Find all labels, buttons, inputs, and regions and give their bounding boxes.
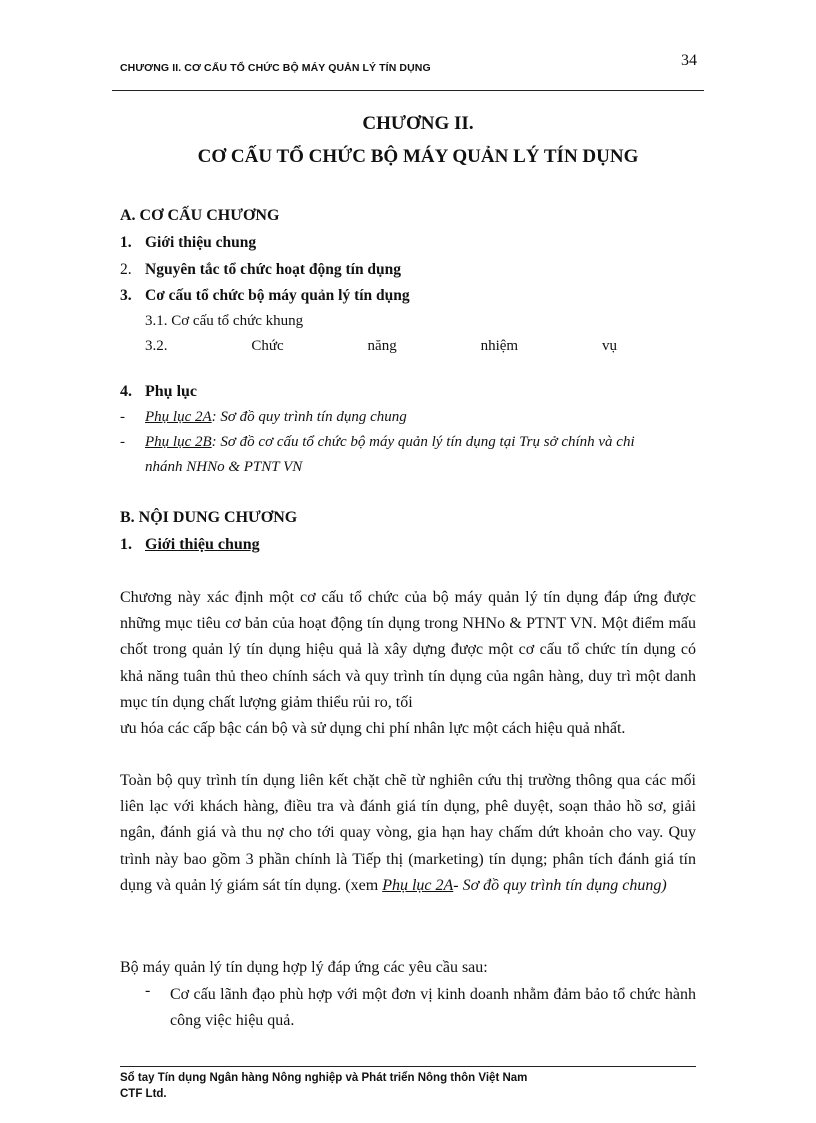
bullet-item-1: Cơ cấu lãnh đạo phù hợp với một đơn vị kinh doanh nhằm đảm bảo tổ chức hành công việc hiệu quả. — [170, 986, 696, 1029]
chapter-number: CHƯƠNG II. — [362, 113, 474, 134]
bullet-dash: - — [145, 982, 151, 999]
dash: - — [120, 409, 125, 425]
outline-label: Phụ lục — [145, 383, 198, 400]
outline-item-3 — [120, 287, 410, 305]
paragraph-1-last: ưu hóa các cấp bậc cán bộ và sử dụng chi phí nhân lực một cách hiệu quả nhất. — [120, 720, 626, 738]
header-divider — [112, 90, 704, 91]
outline-number: 4. — [120, 383, 132, 400]
word: Chức — [251, 338, 284, 354]
appendix-item-2a — [120, 409, 407, 426]
section-a-heading: A. CƠ CẤU CHƯƠNG — [120, 207, 280, 224]
outline-number: 1. — [120, 234, 132, 251]
footer-line-2: CTF Ltd. — [120, 1088, 167, 1100]
outline-item-2 — [120, 261, 401, 279]
outline-number: 2. — [120, 261, 132, 278]
page-number: 34 — [681, 52, 697, 69]
outline-label: Nguyên tắc tổ chức hoạt động tín dụng — [145, 261, 402, 278]
word: vụ — [601, 338, 617, 354]
footer-line-1: Sổ tay Tín dụng Ngân hàng Nông nghiệp và Phát triển Nông thôn Việt Nam — [120, 1072, 528, 1084]
paragraph-2-tail: - Sơ đồ quy trình tín dụng chung) — [453, 876, 667, 894]
appendix-link-2a[interactable]: Phụ lục 2A — [145, 409, 212, 425]
footer-divider — [120, 1066, 696, 1067]
appendix-text: : Sơ đồ quy trình tín dụng chung — [211, 409, 407, 425]
outline-item-1 — [120, 234, 256, 252]
appendix-text: : Sơ đồ cơ cấu tổ chức bộ máy quản lý tín dụng tại Trụ sở chính và chi — [211, 434, 635, 450]
outline-item-4 — [120, 383, 197, 401]
paragraph-2 — [120, 768, 696, 899]
appendix-link-2a-inline[interactable]: Phụ lục 2A — [382, 876, 454, 894]
outline-number: 3. — [120, 287, 132, 304]
outline-subitem-3-1: 3.1. Cơ cấu tổ chức khung — [145, 313, 304, 329]
appendix-link-2b[interactable]: Phụ lục 2B — [145, 434, 212, 450]
outline-subitem-3-2 — [145, 338, 617, 355]
word: 3.2. — [145, 338, 168, 354]
outline-label: Cơ cấu tổ chức bộ máy quản lý tín dụng — [145, 287, 410, 304]
content-item-1 — [120, 536, 260, 554]
running-header: CHƯƠNG II. CƠ CẤU TỔ CHỨC BỘ MÁY QUẢN LÝ TÍN DỤNG — [120, 62, 431, 74]
paragraph-1 — [120, 585, 696, 742]
content-heading: Giới thiệu chung — [145, 536, 260, 553]
outline-label: Giới thiệu chung — [145, 234, 257, 251]
outline-number: 1. — [120, 536, 132, 553]
word: năng — [367, 338, 397, 354]
paragraph-2-text: Toàn bộ quy trình tín dụng liên kết chặt chẽ từ nghiên cứu thị trường thông qua các mối liên lạc với khách hàng, điều tra và đánh giá tín dụng, phê duyệt, soạn thảo hồ sơ, giải ngân, đánh giá và thu nợ cho tới quay vòng, gia hạn hay chấm dứt khoản cho vay. Quy trình này bao gồm 3 phần chính là Tiếp thị (marketing) tín dụng; phân tích đánh giá tín dụng và quản lý giám sát tín dụng. (xem — [120, 772, 696, 894]
appendix-item-2b — [120, 434, 635, 451]
word: nhiệm — [480, 338, 519, 354]
paragraph-3: Bộ máy quản lý tín dụng hợp lý đáp ứng các yêu cầu sau: — [120, 959, 488, 976]
appendix-item-2b-cont: nhánh NHNo & PTNT VN — [145, 459, 303, 475]
paragraph-1-text: Chương này xác định một cơ cấu tổ chức của bộ máy quản lý tín dụng đáp ứng được những mục tiêu cơ bản của hoạt động tín dụng trong NHNo & PTNT VN. Một điểm mấu chốt trong quản lý tín dụng hiệu quả là xây dựng được một cơ cấu tổ chức tín dụng có khả năng tuân thủ theo chính sách và quy trình tín dụng của ngân hàng, duy trì một danh mục tín dụng chất lượng giảm thiểu rủi ro, tối — [120, 589, 696, 711]
section-b-heading: B. NỘI DUNG CHƯƠNG — [120, 509, 298, 526]
chapter-title: CƠ CẤU TỔ CHỨC BỘ MÁY QUẢN LÝ TÍN DỤNG — [197, 146, 639, 167]
dash: - — [120, 434, 125, 450]
